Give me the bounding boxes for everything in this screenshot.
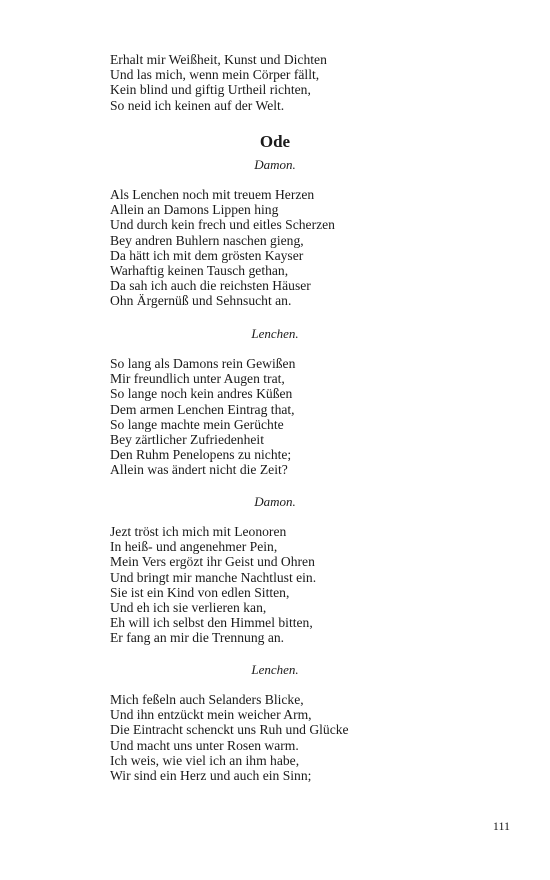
verse-line: Ohn Ärgernüß und Sehnsucht an. [110,293,292,309]
verse-line: Die Eintracht schenckt uns Ruh und Glücke [110,722,349,738]
verse-line: Mir freundlich unter Augen trat, [110,371,285,387]
verse-line: Wir sind ein Herz und auch ein Sinn; [110,768,312,784]
poem-title: Ode [259,132,291,151]
stanza [110,356,440,478]
speaker-label: Damon. [254,494,296,509]
verse-line: Er fang an mir die Trennung an. [110,630,285,646]
page-number: 111 [492,819,510,833]
verse-line: Ich weis, wie viel ich an ihm habe, [110,752,300,768]
verse-line: So neid ich keinen auf der Welt. [110,97,285,113]
verse-line: Allein an Damons Lippen hing [110,202,279,218]
verse-line: So lang als Damons rein Gewißen [110,356,296,371]
verse-line: Kein blind und giftig Urtheil richten, [110,82,311,98]
verse-line: Mich feßeln auch Selanders Blicke, [110,692,304,707]
stanza [110,187,440,309]
verse-line: Eh will ich selbst den Himmel bitten, [110,615,313,631]
verse-line: Und las mich, wenn mein Cörper fällt, [110,67,320,83]
verse-line: Und durch kein frech und eitles Scherzen [110,217,335,233]
verse-line: Dem armen Lenchen Eintrag that, [110,401,295,417]
verse-line: Bey andren Buhlern naschen gieng, [110,232,304,248]
stanza [110,524,440,646]
verse-line: Allein was ändert nicht die Zeit? [110,462,288,478]
verse-line: Und bringt mir manche Nachtlust ein. [110,569,317,585]
stanza [110,692,440,783]
verse-line: Und eh ich sie verlieren kan, [110,600,267,616]
verse-line: Jezt tröst ich mich mit Leonoren [110,524,287,539]
verse-line: In heiß- und angenehmer Pein, [110,539,278,555]
verse-line: Den Ruhm Penelopens zu nichte; [110,447,292,463]
verse-line: So lange noch kein andres Küßen [110,386,293,402]
verse-line: So lange machte mein Gerüchte [110,416,284,432]
verse-line: Warhaftig keinen Tausch gethan, [110,263,289,279]
speaker-label: Damon. [254,157,296,172]
speaker-label: Lenchen. [251,662,299,677]
verse-line: Und macht uns unter Rosen warm. [110,737,299,753]
verse-line: Erhalt mir Weißheit, Kunst und Dichten [110,52,327,67]
verse-line: Mein Vers ergözt ihr Geist und Ohren [110,554,315,570]
verse-line: Und ihn entzückt mein weicher Arm, [110,707,312,723]
verse-line: Sie ist ein Kind von edlen Sitten, [110,584,290,600]
verse-line: Als Lenchen noch mit treuem Herzen [110,187,315,202]
verse-line: Da hätt ich mit dem grösten Kayser [110,247,304,263]
intro-stanza [110,52,440,113]
verse-line: Bey zärtlicher Zufriedenheit [110,432,264,448]
verse-line: Da sah ich auch die reichsten Häuser [110,278,311,294]
speaker-label: Lenchen. [251,326,299,341]
